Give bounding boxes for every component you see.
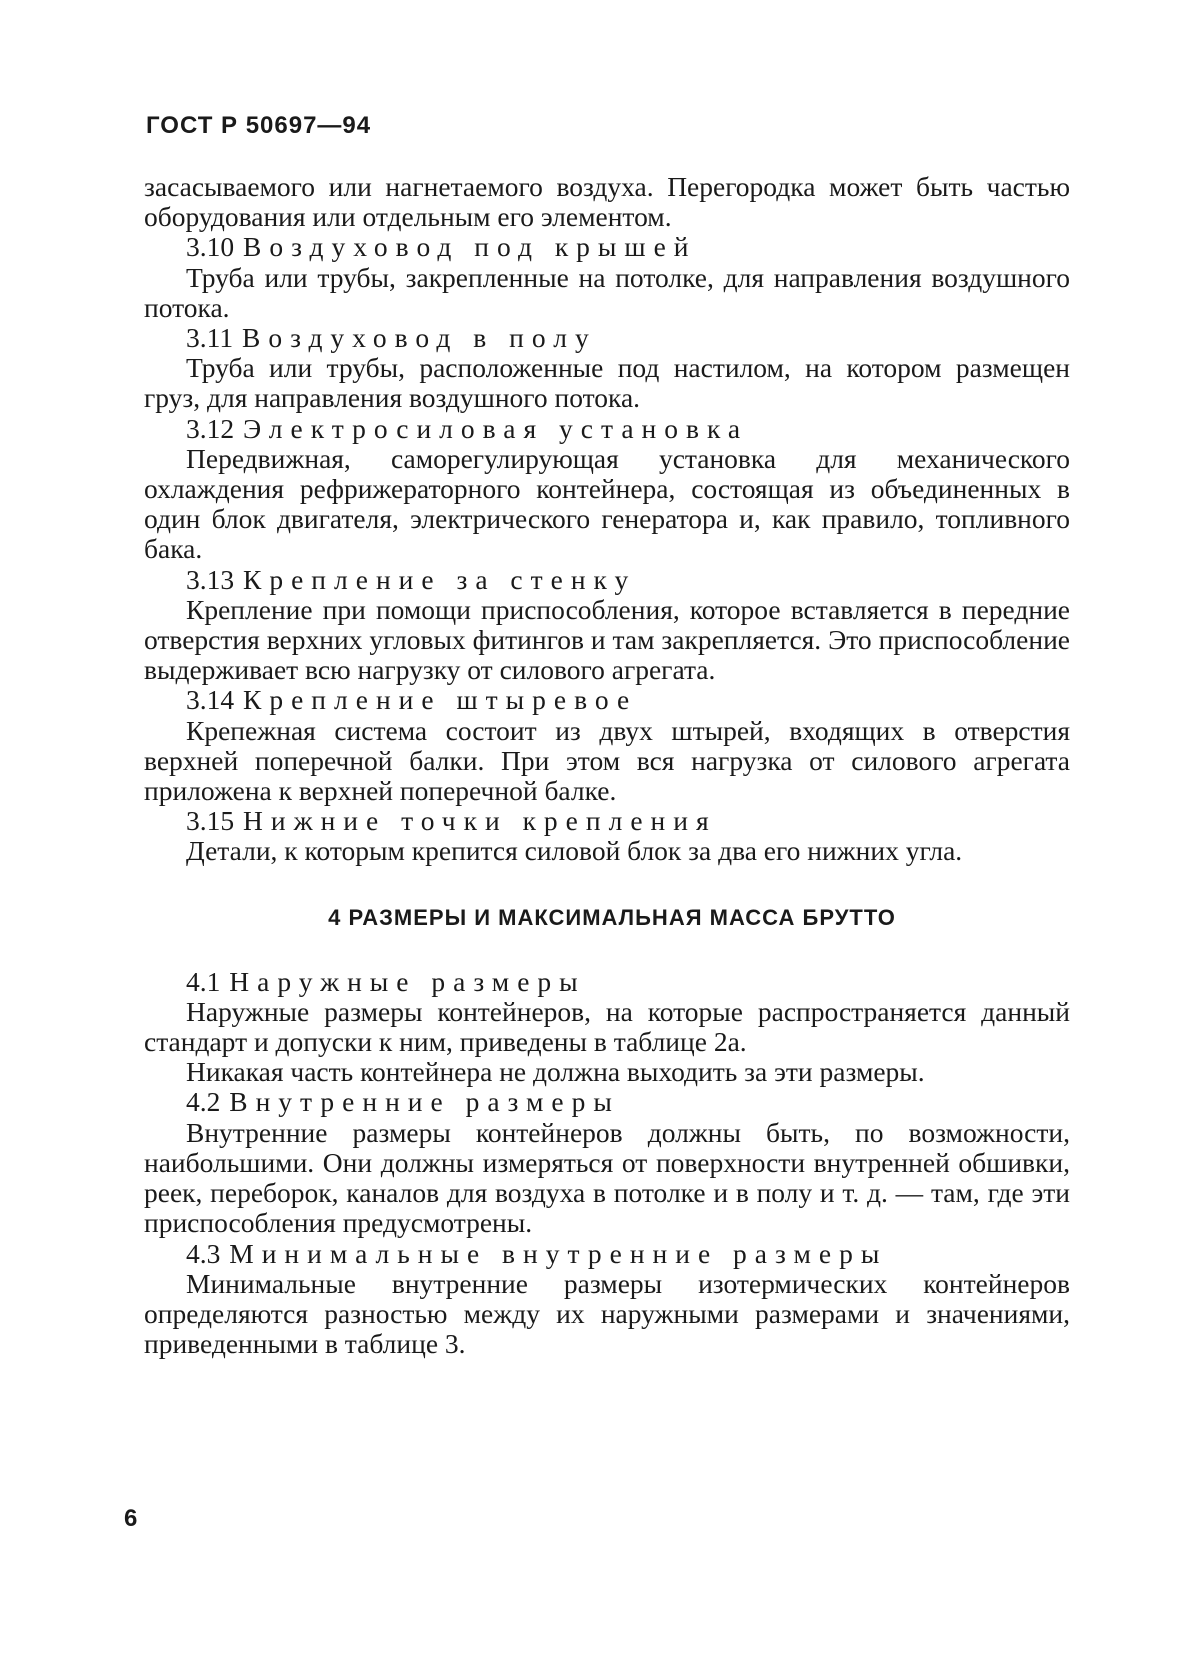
clause-paragraph: Наружные размеры контейнеров, на которые распространяется данный стандарт и допуски к ним, приведены в таблице 2а. xyxy=(144,995,1070,1058)
term-label: Электросиловая установка xyxy=(243,412,749,444)
document-header: ГОСТ Р 50697—94 xyxy=(146,112,372,139)
term-definition: Детали, к которым крепится силовой блок за два его нижних угла. xyxy=(186,835,963,867)
term-definition: Труба или трубы, закрепленные на потолке, для направления воздушного потока. xyxy=(144,261,1070,323)
document-body xyxy=(144,172,1070,1359)
term-3-13 xyxy=(144,565,1070,686)
clause-number: 4.2 xyxy=(186,1086,221,1118)
clause-label: Внутренние размеры xyxy=(229,1086,620,1118)
clause-label: Минимальные внутренние размеры xyxy=(229,1237,888,1269)
term-number: 3.12 xyxy=(186,412,235,444)
term-label: Крепление за стенку xyxy=(243,563,637,595)
term-label: Воздуховод в полу xyxy=(241,322,597,354)
term-definition: Крепление при помощи приспособления, которое вставляется в передние отверстия верхних угловых фитингов и там закрепляется. Это приспособление выдерживает всю нагрузку от силового агрегата. xyxy=(144,593,1070,686)
term-number: 3.13 xyxy=(186,563,235,595)
term-label: Воздуховод под крышей xyxy=(243,231,697,263)
term-definition: Труба или трубы, расположенные под настилом, на котором размещен груз, для направления воздушного потока. xyxy=(144,352,1070,414)
term-3-10 xyxy=(144,232,1070,323)
clause-4-2 xyxy=(144,1087,1070,1238)
term-label: Нижние точки крепления xyxy=(243,805,717,837)
clause-number: 4.3 xyxy=(186,1237,221,1269)
term-number: 3.14 xyxy=(186,684,235,716)
page-number: 6 xyxy=(124,1505,138,1532)
term-3-15 xyxy=(144,806,1070,866)
continuation-paragraph: засасываемого или нагнетаемого воздуха. Перегородка может быть частью оборудования или отдельным его элементом. xyxy=(144,171,1070,233)
section-title: 4 РАЗМЕРЫ И МАКСИМАЛЬНАЯ МАССА БРУТТО xyxy=(328,904,896,930)
clause-paragraph: Внутренние размеры контейнеров должны быть, по возможности, наибольшими. Они должны измеряться от поверхности внутренней обшивки, реек, переборок, каналов для воздуха в потолке и в полу и т. д. — там, где эти приспособления предусмотрены. xyxy=(144,1116,1070,1239)
clause-number: 4.1 xyxy=(186,965,221,997)
term-number: 3.15 xyxy=(186,805,235,837)
term-3-14 xyxy=(144,685,1070,806)
clause-4-1 xyxy=(144,967,1070,1088)
term-definition: Крепежная система состоит из двух штырей, входящих в отверстия верхней поперечной балки. При этом вся нагрузка от силового агрегата приложена к верхней поперечной балке. xyxy=(144,714,1070,807)
term-3-12 xyxy=(144,414,1070,565)
term-number: 3.11 xyxy=(186,322,234,354)
term-label: Крепление штыревое xyxy=(243,684,638,716)
clause-paragraph: Никакая часть контейнера не должна выходить за эти размеры. xyxy=(186,1056,925,1088)
term-number: 3.10 xyxy=(186,231,235,263)
clause-4-3 xyxy=(144,1239,1070,1360)
term-definition: Передвижная, саморегулирующая установка для механического охлаждения рефрижераторного контейнера, состоящая из объединенных в один блок двигателя, электрического генератора и, как правило, топливного бака. xyxy=(144,442,1070,565)
clause-paragraph: Минимальные внутренние размеры изотермических контейнеров определяются разностью между их наружными размерами и значениями, приведенными в таблице 3. xyxy=(144,1267,1070,1360)
term-3-11 xyxy=(144,323,1070,414)
clause-label: Наружные размеры xyxy=(229,965,586,997)
